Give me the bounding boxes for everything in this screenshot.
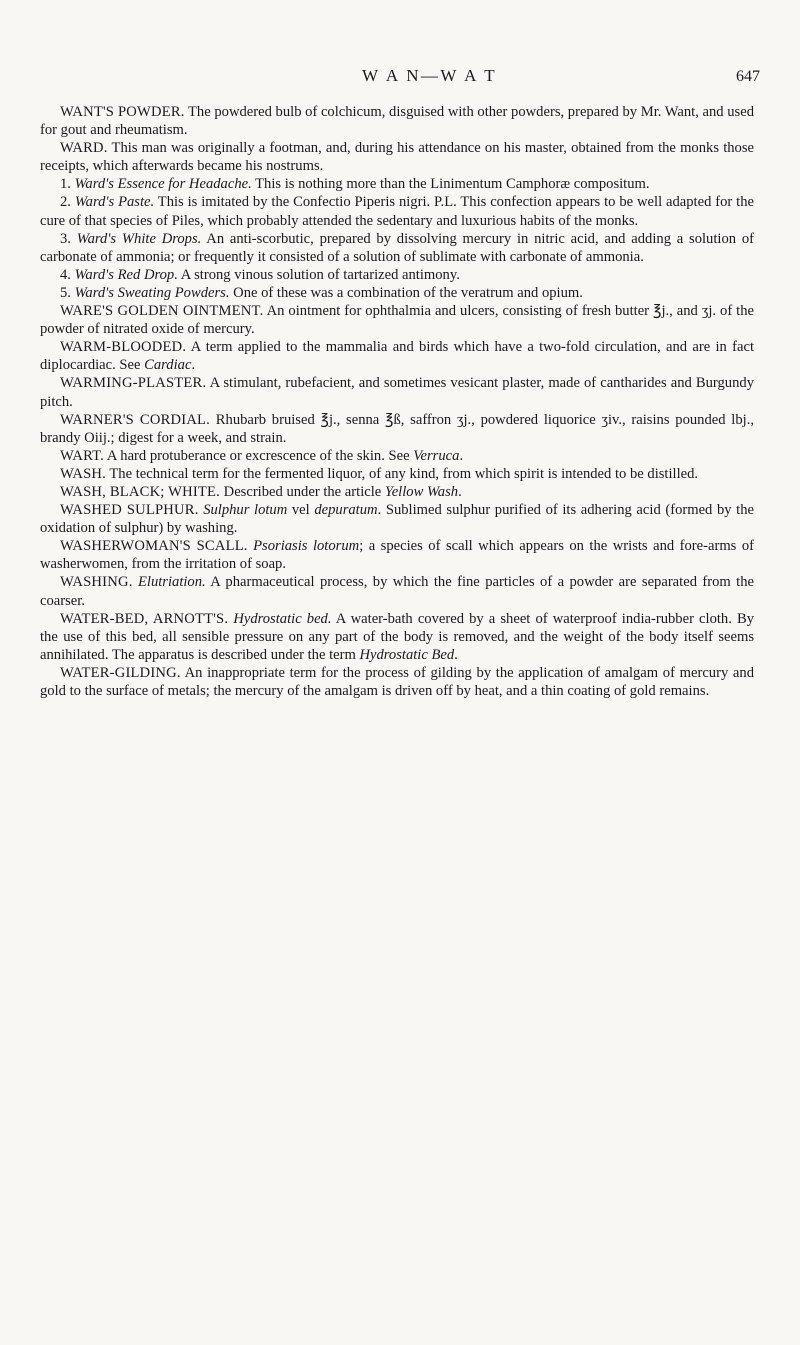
sub-entry-title: Ward's Red Drop. (74, 266, 178, 283)
entry-wares-golden-ointment (40, 302, 754, 338)
headword: WARM-BLOODED. (60, 339, 187, 356)
page-number: 647 (736, 68, 760, 85)
headword: WASH. (60, 465, 106, 482)
headword: WARNER'S CORDIAL. (60, 411, 211, 428)
page-header (40, 66, 760, 90)
sub-entry (40, 193, 754, 229)
latin-name-alt: depuratum (314, 502, 378, 519)
entry-warm-blooded (40, 338, 754, 374)
definition: Described under the article (220, 483, 385, 500)
definition: The powdered bulb of colchicum, disguised with other powders, prepared by Mr. Want, and used for gout and rheumatism. (40, 104, 755, 139)
cross-reference: Verruca (413, 447, 460, 464)
entry-water-gilding (40, 664, 754, 700)
entry-wash (40, 465, 754, 483)
sub-entry-title: Ward's Paste. (74, 194, 155, 211)
sub-entry (40, 284, 754, 302)
sub-entry-number: 3. (60, 230, 71, 247)
connector: vel (287, 502, 315, 519)
definition: . Sublimed sulphur purified of its adhering acid (formed by the oxidation of sulphur) by washing. (40, 502, 754, 537)
sub-entry-number: 2. (60, 194, 71, 211)
definition: A hard protuberance or excrescence of the skin. See (104, 447, 414, 464)
definition: A term applied to the mammalia and birds which have a two-fold circulation, and are in fact diplocardiac. See (40, 339, 754, 374)
sub-entry-text: One of these was a combination of the veratrum and opium. (229, 284, 583, 301)
definition: This man was originally a footman, and, during his attendance on his master, obtained from the monks those receipts, which afterwards became his nostrums. (40, 140, 754, 175)
sub-entry-number: 5. (60, 284, 71, 301)
headword: WASHING. (60, 574, 133, 591)
headword: WARE'S GOLDEN OINTMENT. (60, 303, 264, 320)
entry-wash-black-white (40, 483, 754, 501)
definition: ; a species of scall which appears on the wrists and fore-arms of washerwomen, from the irritation of soap. (40, 538, 754, 573)
definition: A water-bath covered by a sheet of waterproof india-rubber cloth. By the use of this bed, all sensible pressure on any part of the body is removed, and the weight of the body itself seems annihilated. The apparatus is described under the term (40, 610, 754, 663)
entry-wants-powder (40, 103, 754, 139)
headword: WARD. (60, 140, 108, 157)
cross-reference: Hydrostatic Bed (359, 646, 455, 663)
sub-entry-text: A strong vinous solution of tartarized antimony. (177, 266, 460, 283)
sub-entry-text: An anti-scorbutic, prepared by dissolving mercury in nitric acid, and adding a solution of carbonate of ammonia; or frequently it consisted of a solution of sublimate with carbonate of ammonia. (40, 230, 754, 265)
sub-entry-number: 4. (60, 266, 71, 283)
entry-warming-plaster (40, 374, 754, 410)
definition: Rhubarb bruised ℥j., senna ℥ß, saffron ʒj., powdered liquorice ʒiv., raisins pounded lbj., brandy Oiij.; digest for a week, and strain. (40, 411, 754, 446)
headword: WANT'S POWDER. (60, 104, 185, 120)
definition: A stimulant, rubefacient, and sometimes vesicant plaster, made of cantharides and Burgundy pitch. (40, 375, 754, 410)
sub-entry-text: This is imitated by the Confectio Piperis nigri. P.L. This confection appears to be well adapted for the cure of that species of Piles, which probably attended the sedentary and luxurious habits of the monks. (40, 194, 754, 229)
entry-warners-cordial (40, 411, 754, 447)
headword: WARMING-PLASTER. (60, 375, 207, 392)
headword: WATER-GILDING. (60, 664, 181, 681)
definition: A pharmaceutical process, by which the fine particles of a powder are separated from the coarser. (40, 574, 755, 609)
entry-washed-sulphur (40, 501, 754, 537)
punctuation: . (459, 447, 464, 464)
headword: WATER-BED, ARNOTT'S. (60, 610, 229, 627)
latin-name: Psoriasis lotorum (253, 538, 360, 555)
headword: WASHED SULPHUR. (60, 502, 199, 519)
cross-reference: Cardiac (144, 357, 192, 374)
sub-entry (40, 266, 754, 284)
sub-entry-title: Ward's Sweating Powders. (74, 284, 230, 301)
punctuation: . (454, 646, 458, 663)
sub-entry-text: This is nothing more than the Linimentum Camphoræ compositum. (251, 176, 650, 193)
sub-entry (40, 175, 754, 193)
latin-name: Elutriation. (137, 574, 206, 591)
headword: WART. (60, 447, 105, 464)
punctuation: . (191, 357, 196, 374)
running-head: W A N—W A T (362, 66, 498, 85)
dictionary-entries (40, 103, 754, 700)
sub-entry-number: 1. (60, 176, 71, 193)
punctuation: . (458, 483, 462, 500)
entry-wart (40, 447, 754, 465)
sub-entry-title: Ward's White Drops. (76, 230, 202, 247)
definition: An ointment for ophthalmia and ulcers, consisting of fresh butter ℥j., and ʒj. of the powder of nitrated oxide of mercury. (40, 303, 754, 338)
definition: An inappropriate term for the process of gilding by the application of amalgam of mercury and gold to the surface of metals; the mercury of the amalgam is driven off by heat, and a thin coating of gold remains. (40, 664, 754, 699)
cross-reference: Yellow Wash (384, 483, 459, 500)
entry-washing (40, 573, 754, 609)
sub-entry (40, 230, 754, 266)
definition: The technical term for the fermented liquor, of any kind, from which spirit is intended to be distilled. (106, 465, 699, 482)
headword: WASH, BLACK; WHITE. (60, 483, 220, 500)
entry-ward (40, 139, 754, 175)
sub-entry-title: Ward's Essence for Headache. (74, 176, 252, 193)
latin-name: Hydrostatic bed. (233, 610, 332, 627)
entry-washerwomans-scall (40, 537, 754, 573)
headword: WASHERWOMAN'S SCALL. (60, 538, 248, 555)
entry-water-bed (40, 610, 754, 664)
latin-name: Sulphur lotum (203, 502, 288, 519)
